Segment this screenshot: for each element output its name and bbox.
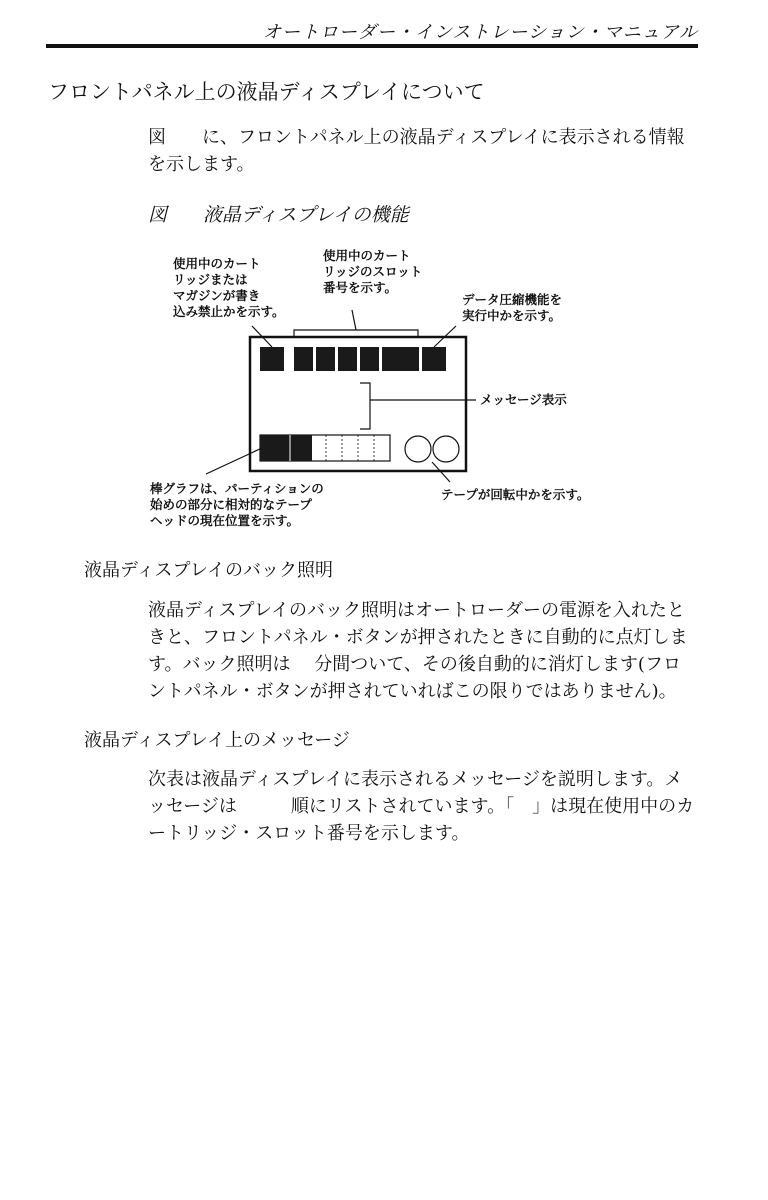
messages-heading: 液晶ディスプレイ上のメッセージ (84, 730, 350, 751)
figure-label: 図 (148, 204, 168, 226)
slot-indicator (360, 347, 379, 371)
slot-leader (352, 310, 356, 330)
slot-indicator (400, 347, 419, 371)
callout-message: メッセージ表示 (480, 392, 567, 407)
slot-indicator (338, 347, 357, 371)
tape-reel-right (433, 436, 459, 462)
intro-paragraph: 図 に、フロントパネル上の液晶ディスプレイに表示される情報を示します。 (148, 127, 685, 175)
running-header: オートローダー・インストレーション・マニュアル (262, 22, 698, 43)
tape-reel-left (405, 436, 431, 462)
callout-write-protect: 使用中のカート リッジまたは マガジンが書き 込み禁止かを示す。 (173, 256, 285, 319)
write-protect-indicator (260, 347, 284, 371)
section-title: フロントパネル上の液晶ディスプレイについて (48, 80, 485, 104)
slot-indicator (294, 347, 313, 371)
slot-indicator (316, 347, 335, 371)
message-bracket (360, 383, 370, 429)
backlight-paragraph: 液晶ディスプレイのバック照明はオートローダーの電源を入れたときと、フロントパネル・ボタンが押されたときに自動的に点灯します。バック照明は 分間ついて、その後自動的に消灯します(フロントパネル・ボタンが押されていればこの限りではありません)。 (148, 600, 688, 702)
callout-compression: データ圧縮機能を 実行中かを示す。 (462, 292, 563, 323)
messages-paragraph: 次表は液晶ディスプレイに表示されるメッセージを説明します。メッセージは 順にリストされています。「 」は現在使用中のカートリッジ・スロット番号を示します。 (148, 769, 695, 844)
backlight-heading: 液晶ディスプレイのバック照明 (84, 560, 333, 581)
callout-bar-graph: 棒グラフは、パーティションの 始めの部分に相対的なテープ ヘッドの現在位置を示す。 (150, 481, 324, 528)
figure-title: 液晶ディスプレイの機能 (203, 204, 409, 226)
bar-graph-fill (260, 435, 312, 461)
compression-indicator (422, 347, 446, 371)
slot-indicator (382, 347, 401, 371)
callout-slot-number: 使用中のカート リッジのスロット 番号を示す。 (323, 248, 423, 295)
callout-tape-rotating: テープが回転中かを示す。 (441, 487, 590, 502)
